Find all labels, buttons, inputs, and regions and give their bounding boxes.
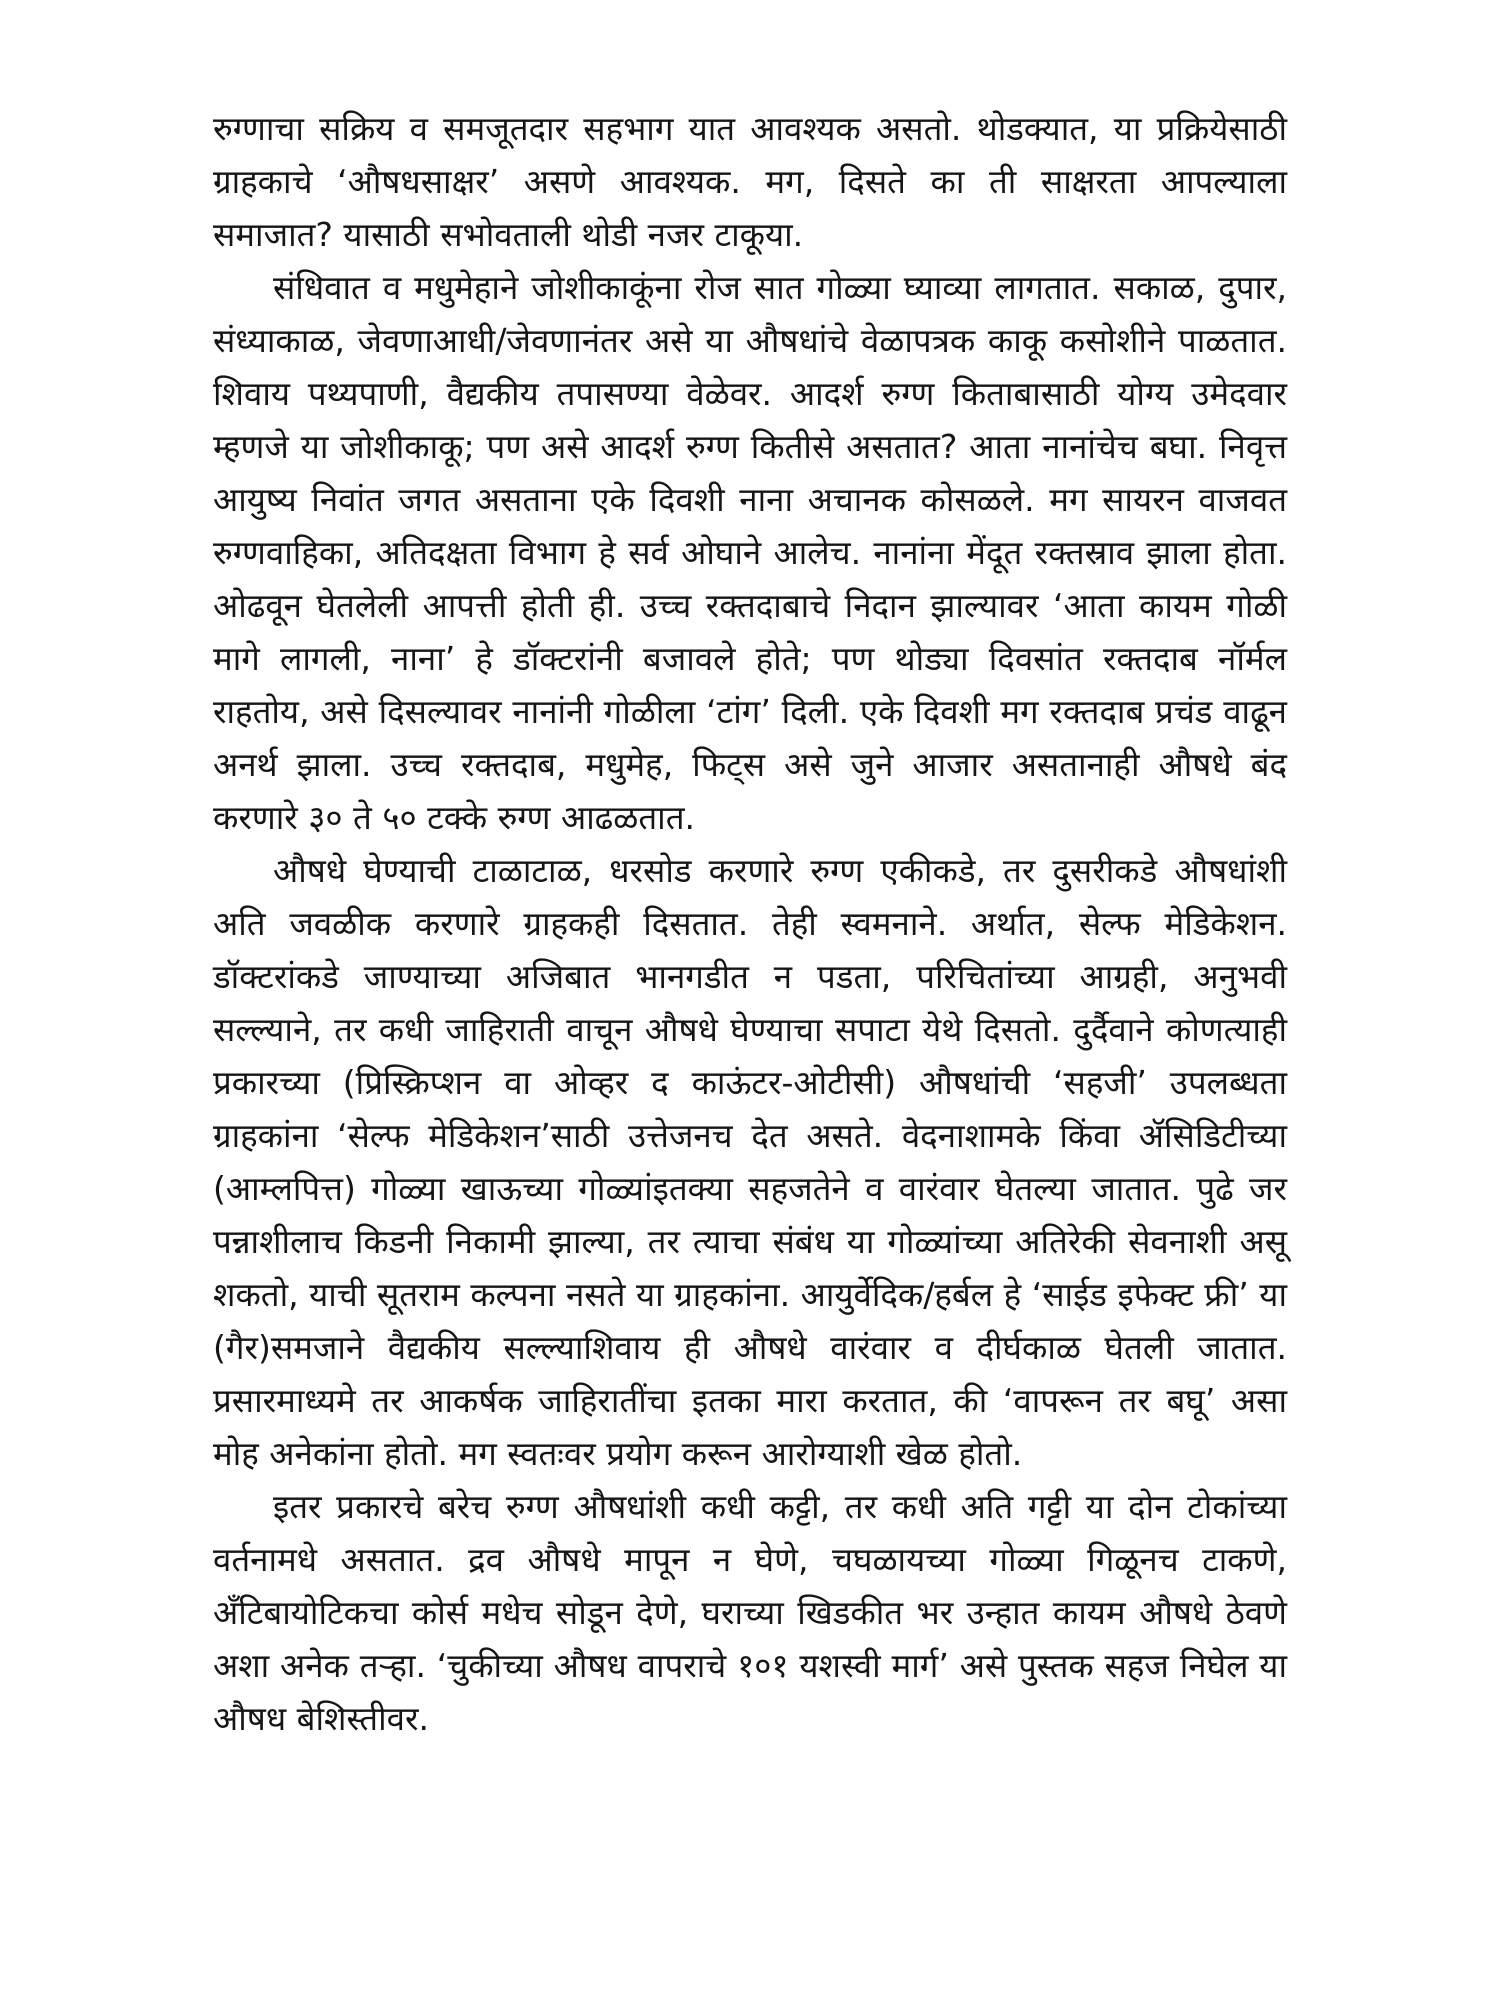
- paragraph-medicine-misuse: इतर प्रकारचे बरेच रुग्ण औषधांशी कधी कट्टी, तर कधी अति गट्टी या दोन टोकांच्या वर्तनामधे असतात. द्रव औषधे मापून न घेणे, चघळायच्या गोळ्या गिळूनच टाकणे, ॲंटिबायोटिकचा कोर्स मधेच सोडून देणे, घराच्या खिडकीत भर उन्हात कायम औषधे ठेवणे अशा अनेक तऱ्हा. ‘चुकीच्या औषध वापराचे १०१ यशस्वी मार्ग’ असे पुस्तक सहज निघेल या औषध बेशिस्तीवर.: [213, 1487, 1287, 1738]
- paragraph-continuation: रुग्णाचा सक्रिय व समजूतदार सहभाग यात आवश्यक असतो. थोडक्यात, या प्रक्रियेसाठी ग्राहकाचे ‘औषधसाक्षर’ असणे आवश्यक. मग, दिसते का ती साक्षरता आपल्याला समाजात? यासाठी सभोवताली थोडी नजर टाकूया.: [213, 109, 1287, 254]
- body-text: [213, 102, 1287, 1745]
- paragraph-joshikaku-nana: संधिवात व मधुमेहाने जोशीकाकूंना रोज सात गोळ्या घ्याव्या लागतात. सकाळ, दुपार, संध्याकाळ, जेवणाआधी/जेवणानंतर असे या औषधांचे वेळापत्रक काकू कसोशीने पाळतात. शिवाय पथ्यपाणी, वैद्यकीय तपासण्या वेळेवर. आदर्श रुग्ण किताबासाठी योग्य उमेदवार म्हणजे या जोशीकाकू; पण असे आदर्श रुग्ण कितीसे असतात? आता नानांचेच बघा. निवृत्त आयुष्य निवांत जगत असताना एके दिवशी नाना अचानक कोसळले. मग सायरन वाजवत रुग्णवाहिका, अतिदक्षता विभाग हे सर्व ओघाने आलेच. नानांना मेंदूत रक्तस्राव झाला होता. ओढवून घेतलेली आपत्ती होती ही. उच्च रक्तदाबाचे निदान झाल्यावर ‘आता कायम गोळी मागे लागली, नाना’ हे डॉक्टरांनी बजावले होते; पण थोड्या दिवसांत रक्तदाब नॉर्मल राहतोय, असे दिसल्यावर नानांनी गोळीला ‘टांग’ दिली. एके दिवशी मग रक्तदाब प्रचंड वाढून अनर्थ झाला. उच्च रक्तदाब, मधुमेह, फिट्स असे जुने आजार असतानाही औषधे बंद करणारे ३० ते ५० टक्के रुग्ण आढळतात.: [213, 268, 1287, 837]
- paragraph-self-medication: औषधे घेण्याची टाळाटाळ, धरसोड करणारे रुग्ण एकीकडे, तर दुसरीकडे औषधांशी अति जवळीक करणारे ग्राहकही दिसतात. तेही स्वमनाने. अर्थात, सेल्फ मेडिकेशन. डॉक्टरांकडे जाण्याच्या अजिबात भानगडीत न पडता, परिचितांच्या आग्रही, अनुभवी सल्ल्याने, तर कधी जाहिराती वाचून औषधे घेण्याचा सपाटा येथे दिसतो. दुर्दैवाने कोणत्याही प्रकारच्या (प्रिस्क्रिप्शन वा ओव्हर द काऊंटर-ओटीसी) औषधांची ‘सहजी’ उपलब्धता ग्राहकांना ‘सेल्फ मेडिकेशन’साठी उत्तेजनच देत असते. वेदनाशामके किंवा ॲसिडिटीच्या (आम्लपित्त) गोळ्या खाऊच्या गोळ्यांइतक्या सहजतेने व वारंवार घेतल्या जातात. पुढे जर पन्नाशीलाच किडनी निकामी झाल्या, तर त्याचा संबंध या गोळ्यांच्या अतिरेकी सेवनाशी असू शकतो, याची सूतराम कल्पना नसते या ग्राहकांना. आयुर्वेदिक/हर्बल हे ‘साईड इफेक्ट फ्री’ या (गैर)समजाने वैद्यकीय सल्ल्याशिवाय ही औषधे वारंवार व दीर्घकाळ घेतली जातात. प्रसारमाध्यमे तर आकर्षक जाहिरातींचा इतका मारा करतात, की ‘वापरून तर बघू’ असा मोह अनेकांना होतो. मग स्वतःवर प्रयोग करून आरोग्याशी खेळ होतो.: [213, 851, 1287, 1473]
